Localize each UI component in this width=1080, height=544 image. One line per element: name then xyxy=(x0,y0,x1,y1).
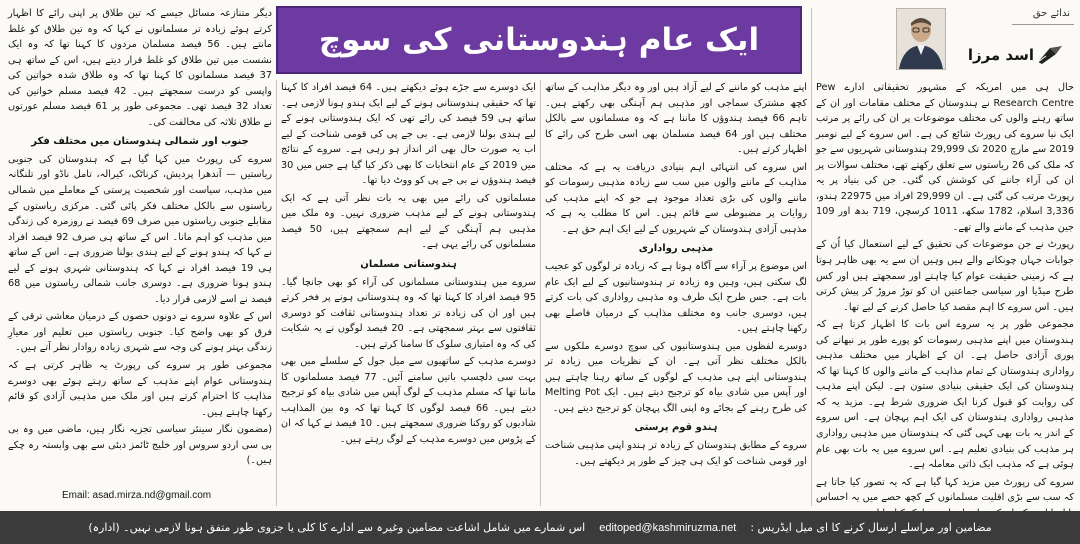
author-block xyxy=(808,6,1074,76)
paragraph: مجموعی طور پر سروے کی رپورٹ یہ ظاہر کرتی ہے کہ ہندوستانی عوام اپنے مذہب کے ساتھ رہتے ہوئے بھی دوسرے مذاہب کا احترام کرتے ہیں اور ملک میں مذہبی آزادی کو قائم رکھنا چاہتے ہیں۔ xyxy=(8,360,272,418)
footer-submission-text: مضامین اور مراسلے ارسال کرنے کا ای میل ایڈریس : xyxy=(750,521,992,534)
paragraph: سروے میں ہندوستانی مسلمانوں کی آراء کو بھی جانچا گیا۔ 95 فیصد افراد کا کہنا تھا کہ وہ ہندوستانی ہونے پر فخر کرتے ہیں اور ان کی زیادہ تر تعداد ہندوستانی ثقافت کو دوسری ثقافتوں سے بہتر سمجھتی ہے۔ 20 فیصد لوگوں نے یہ شکایت کی کہ وہ امتیازی سلوک کا سامنا کرتے ہیں۔ xyxy=(281,276,536,350)
paragraph: ایک دوسرے سے جڑے ہوئے دیکھتے ہیں۔ 64 فیصد افراد کا کہنا تھا کہ حقیقی ہندوستانی ہونے کے لیے ایک ہندو ہونا لازمی ہے۔ ساتھ ہی 59 فیصد کی رائے تھی کہ ایک ہندوستانی ہونے کے لیے ہندی بولنا لازمی ہے۔ بی جے پی کی قومی شناخت کے لیے اب یہ صورت حال بھی اثر انداز ہو رہی ہے۔ سروے کے نتائج میں 2019 کے عام انتخابات کا بھی ذکر کیا گیا ہے جس میں 30 فیصد ہندوؤں نے بی جے پی کو ووٹ دیا تھا۔ xyxy=(281,82,537,187)
column-divider xyxy=(276,80,277,506)
paragraph: دوسرے مذہب کے ساتھیوں سے میل جول کے سلسلے میں بھی بہت سی دلچسپ باتیں سامنے آئیں۔ 77 فیصد مسلمانوں کا ماننا تھا کہ مسلم مذہب کے لوگ آپس میں شادی بیاہ کو ترجیح دیتے ہیں۔ 66 فیصد لوگوں کا کہنا تھا کہ وہ بین المذاہب شادیوں کو روکنا ضروری سمجھتے ہیں۔ 10 فیصد نے کہا کہ ان کے پڑوس میں دوسرے مذہب کے لوگ رہتے ہیں۔ xyxy=(281,356,536,446)
label-underline xyxy=(1012,24,1074,25)
paragraph: دوسرے لفظوں میں ہندوستانیوں کی سوچ دوسرے ملکوں سے بالکل مختلف نظر آتی ہے۔ ان کے نظریات میں زیادہ تر ہندوستانی اپنے ہی مذہب کے لوگوں کے ساتھ رہنا چاہتے ہیں اور آپس میں شادی بیاہ کو ترجیح دیتے ہیں۔ ایک Melting Pot کی طرح رہنے کے بجائے وہ اپنی الگ پہچان کو ترجیح دیتے ہیں۔ xyxy=(545,340,807,414)
paragraph: سروے کی رپورٹ میں کہا گیا ہے کہ ہندوستان کی جنوبی ریاستیں — آندھرا پردیش، کرناٹک، کیرالہ، تامل ناڈو اور تلنگانہ میں مذہب، سیاست اور شخصیت پرستی کے معاملے میں شمالی ریاستوں سے بالکل مختلف فکر پائی گئی۔ مرکزی ریاستوں کے مقابلے جنوبی ریاستوں میں صرف 69 فیصد نے روزمرہ کی زندگی میں مذہب کو اہم مانا۔ اس کے ساتھ ہی صرف 92 فیصد افراد نے کہا کہ ہندو ہونے کے لیے ہندی بولنا ضروری ہے۔ اس کے ساتھ ہی 19 فیصد افراد نے کہا کہ ہندوستانی شہری ہونے کے لیے ہندو ہونا ضروری ہے۔ دوسری جانب شمالی ریاستوں میں 68 فیصد نے اسے لازمی قرار دیا۔ xyxy=(8,153,273,305)
paragraph: رپورٹ نے جن موضوعات کی تحقیق کے لیے استعمال کیا اُن کے جوابات جہاں چونکانے والے ہیں وہیں ان سے یہ بھی ظاہر ہوتا ہے کہ زمینی حقیقت عوام کیا چاہتے اور سمجھتے ہیں اور کس طرح میڈیا اور سیاسی جماعتیں ان کو توڑ مروڑ کر پیش کرتی ہیں۔ اس سروے کا اہم مقصد کیا حاصل کرنے کے لیے تھا۔ xyxy=(816,239,1074,313)
paragraph: اپنے مذہب کو ماننے کے لیے آزاد ہیں اور وہ دیگر مذاہب کے ساتھ کچھ مشترک سماجی اور مذہبی ہم آہنگی بھی رکھتے ہیں۔ تاہم 66 فیصد ہندوؤں کا ماننا ہے کہ وہ مسلمانوں سے بالکل مختلف ہیں اور 64 فیصد مسلمان بھی اسی طرح کی رائے کا اظہار کرتے ہیں۔ xyxy=(545,82,808,156)
paragraph: سروے کے مطابق ہندوستان کے زیادہ تر ہندو اپنی مذہبی شناخت اور قومی شناخت کو ایک ہی چیز کے طور پر دیکھتے ہیں۔ xyxy=(545,440,807,467)
column-label: ندائے حق xyxy=(1032,8,1070,19)
headline-banner xyxy=(276,6,802,74)
article-title: ایک عام ہندوستانی کی سوچ xyxy=(318,22,760,58)
footer-disclaimer: اس شمارے میں شامل اشاعت مضامین وغیرہ سے ادارے کا کلی یا جزوی طور متفق ہونا لازمی نہیں۔ (ادارہ) xyxy=(88,521,586,534)
column-divider xyxy=(540,80,541,506)
article-column-2 xyxy=(545,80,807,506)
paragraph: سروے کی رپورٹ میں مزید کہا گیا ہے کہ یہ تصور کیا جاتا ہے کہ سب سے بڑی اقلیت مسلمانوں کے کچھ حصے میں یہ احساس xyxy=(816,476,1074,504)
paragraph: دیگر متنازعہ مسائل جیسے کہ تین طلاق پر اپنی رائے کا اظہار کرتے ہوئے زیادہ تر مسلمانوں نے کہا کہ وہ تین طلاق کو غلط مانتے ہیں۔ 56 فیصد مسلمان مردوں کا کہنا تھا کہ وہ ایک نشست میں تین طلاق کو غلط قرار دیتے ہیں، اس کے ساتھ ہی 37 فیصد مسلمانوں کا کہنا تھا کہ وہ طلاق شدہ خواتین کی واپسی کو درست سمجھتے ہیں۔ 42 فیصد مسلم خواتین کی تعداد 32 فیصد تھی۔ مجموعی طور پر 61 فیصد مسلم عورتوں نے طلاق ثلاثہ کی مخالفت کی۔ xyxy=(8,8,272,128)
paragraph: اس کے علاوہ سروے نے دونوں حصوں کے درمیان معاشی ترقی کے فرق کو بھی واضح کیا۔ جنوبی ریاستوں میں تعلیم اور معیارِ زندگی بہتر ہونے کی وجہ سے شہری زیادہ روادار نظر آتے ہیں۔ xyxy=(8,311,272,354)
paragraph: اس سروے کی انتہائی اہم بنیادی دریافت یہ ہے کہ مختلف مذاہب کے ماننے والوں میں سب سے زیادہ مذہبی رسومات کو ماننے والوں کی بڑی تعداد موجود ہے جو کہ اپنے مذہب کی روایات پر مضبوطی سے قائم ہیں۔ اس کا مطلب یہ ہے کہ مذہبی آزادی ہندوستان کے شہریوں کے لیے ایک اہم حق ہے۔ xyxy=(545,161,807,235)
pen-nib-icon xyxy=(1036,44,1070,64)
article-column-4 xyxy=(8,6,272,486)
article-column-3 xyxy=(281,80,536,506)
paragraph: حال ہی میں امریکہ کے مشہور تحقیقاتی ادارے Pew Research Centre نے ہندوستان کے مختلف مقامات اور ان کے ساتھ رہنے والوں کی مختلف موضوعات پر ان کی رائے پر مرتب ایک نیا سروے کی رپورٹ شائع کی ہے۔ اس سروے کے لیے نومبر 2019 سے مارچ 2020 تک 29,999 ہندوستانی شہریوں سے جو کہ ملک کی 26 ریاستوں سے تعلق رکھتے تھے، مختلف سوالات پر ان کی آراء جاننے کی کوشش کی گئی۔ جن کی بنیاد پر یہ رپورٹ مرتب کی گئی ہے۔ ان 29,999 افراد میں 22975 ہندو، 3,336 اسلام، 1782 سکھ، 1011 کرسچن، 719 بدھ اور 109 جین مذہب کے ماننے والے تھے۔ xyxy=(816,82,1075,233)
author-note: (مضمون نگار سینئر سیاسی تجزیہ نگار ہیں، ماضی میں وہ بی بی سی اردو سروس اور خلیج ٹائمز دبئی سے بھی وابستہ رہ چکے ہیں۔) xyxy=(8,424,272,467)
author-name: اسد مرزا xyxy=(967,46,1034,64)
subheading: مذہبی رواداری xyxy=(638,243,714,255)
footer-bar xyxy=(0,511,1080,544)
footer-email[interactable]: editoped@kashmiruzma.net xyxy=(599,521,737,534)
article-column-1 xyxy=(816,80,1074,506)
author-photo xyxy=(896,8,946,70)
subheading: جنوب اور شمالی ہندوستان میں مختلف فکر xyxy=(31,136,249,148)
paragraph: مسلمانوں کی رائے میں بھی یہ بات نظر آتی ہے کہ ایک ہندوستانی ہونے کے لیے مذہب ضروری نہیں۔ وہ ملک میں مذہبی ہم آہنگی کے لیے اہم سمجھتے ہیں، 50 فیصد مسلمانوں کی رائے یہی ہے۔ xyxy=(281,192,536,251)
author-email[interactable]: Email: asad.mirza.nd@gmail.com xyxy=(62,490,212,501)
paragraph: مجموعی طور پر یہ سروے اس بات کا اظہار کرتا ہے کہ ہندوستان میں اپنے مذہبی رسومات کو پورے طور پر نبھانے کی پوری آزادی حاصل ہے۔ ان کے اظہار میں مختلف مذہبی رواداری ہندوستان کے تمام مذاہب کے ماننے والوں کا کہنا تھا کہ ہندوستان کی ایک حقیقی بنیادی ستون ہے۔ لیکن اپنے مذہب کی روایت کو قبول کرنا ایک ضروری شرط ہے۔ مزید یہ کہ مذہبی رواداری ہندوستان کی ایک اہم پہچان ہے۔ اس سروے کے اندر یہ بات بھی کہی گئی کہ ہندوستان میں مذہبی رواداری ہر مذہب کی بنیادی تعلیم ہے۔ اس سروے میں یہ بات بھی عام ہوئی ہے کہ مذہب ایک ذاتی معاملہ ہے۔ xyxy=(816,319,1074,471)
subheading: ہندو قوم پرستی xyxy=(634,422,718,434)
subheading: ہندوستانی مسلمان xyxy=(360,259,457,271)
paragraph: اس موضوع پر آراء سے آگاہ ہوتا ہے کہ زیادہ تر لوگوں کو عجیب لگ سکتی ہیں، وہیں وہ زیادہ تر ہندوستانیوں کے لیے ایک عام بات ہے۔ جس طرح ایک طرف وہ مذہبی رواداری کی بات کرتے ہیں، دوسری جانب وہ مختلف مذاہب کے درمیان فاصلے بھی رکھنا چاہتے ہیں۔ xyxy=(545,261,807,335)
column-divider xyxy=(811,8,812,506)
